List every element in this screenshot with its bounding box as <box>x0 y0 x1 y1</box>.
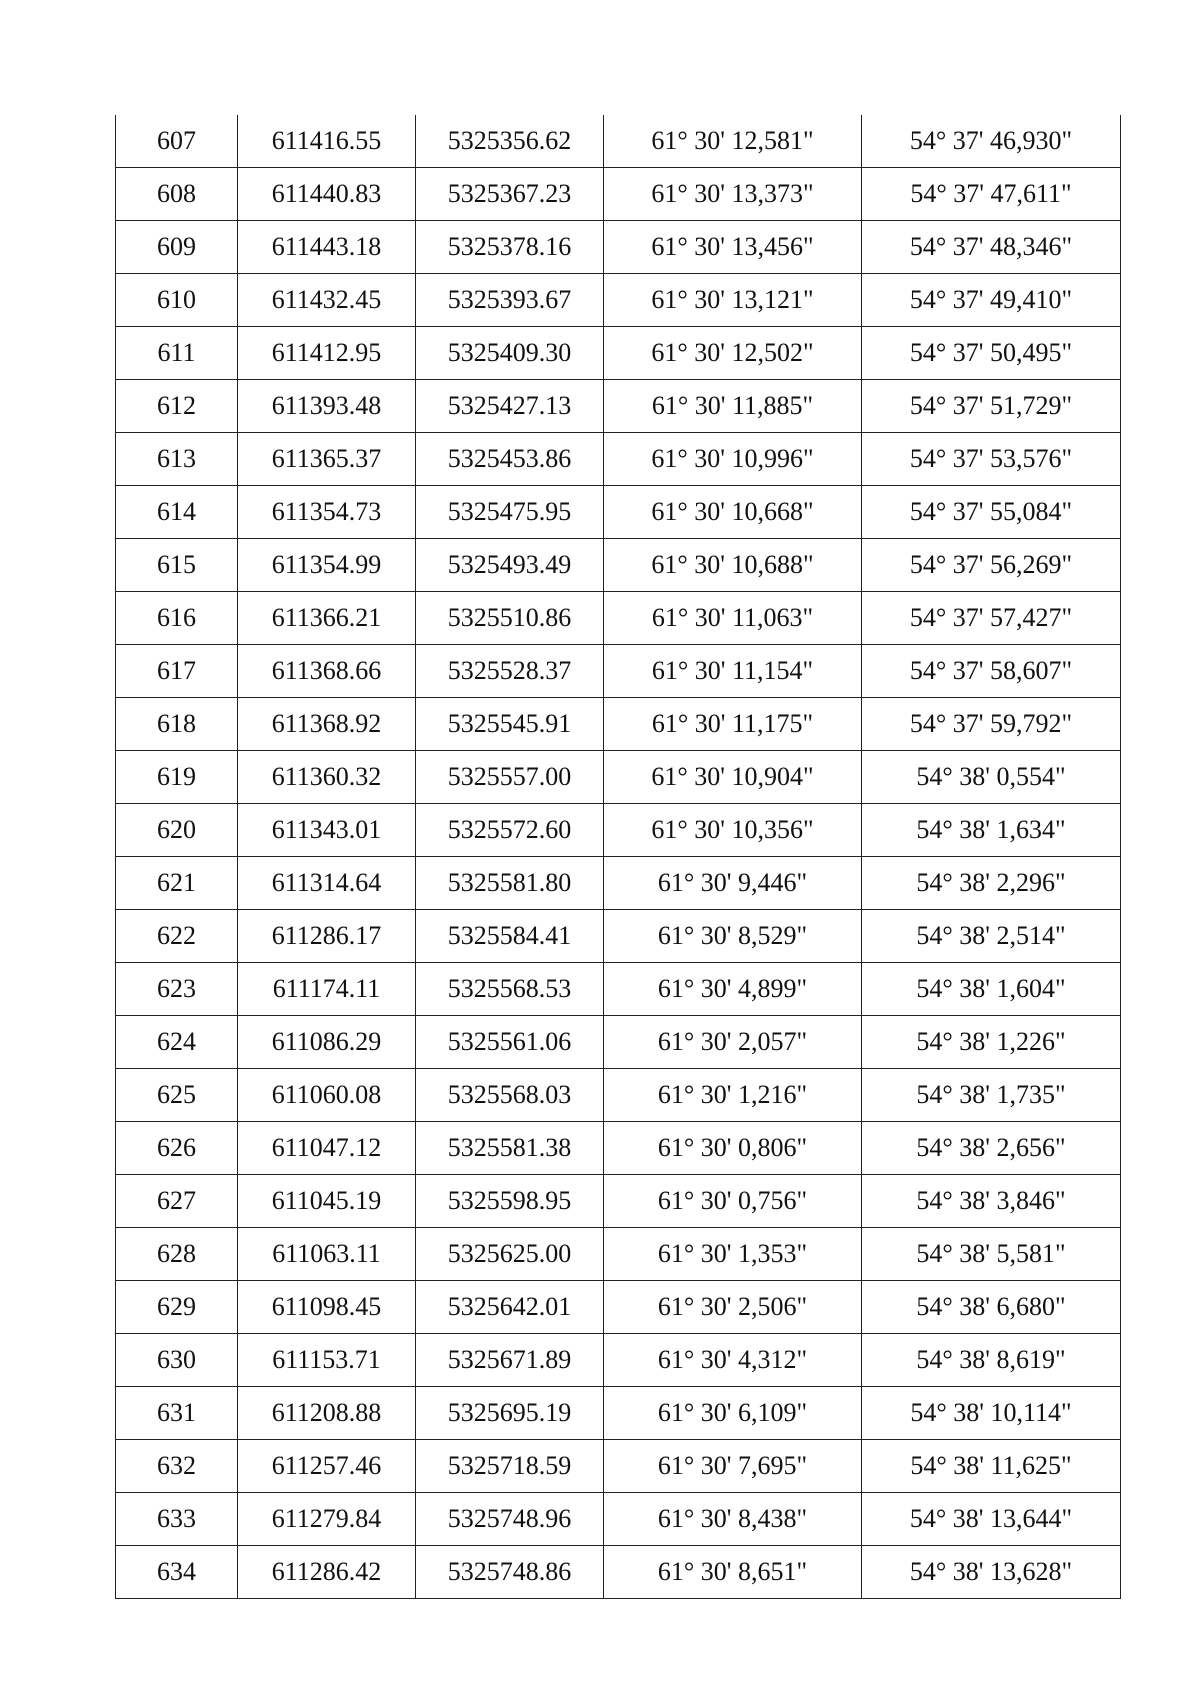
x-coordinate-cell: 611365.37 <box>238 433 416 486</box>
table-row <box>116 168 1121 221</box>
table-row <box>116 1387 1121 1440</box>
latitude-cell: 54° 38' 6,680" <box>862 1281 1121 1334</box>
latitude-cell: 54° 38' 10,114" <box>862 1387 1121 1440</box>
x-coordinate-cell: 611045.19 <box>238 1175 416 1228</box>
x-coordinate-cell: 611354.73 <box>238 486 416 539</box>
longitude-cell: 61° 30' 6,109" <box>604 1387 862 1440</box>
longitude-cell: 61° 30' 0,756" <box>604 1175 862 1228</box>
table-row <box>116 1440 1121 1493</box>
latitude-cell: 54° 38' 1,634" <box>862 804 1121 857</box>
y-coordinate-cell: 5325598.95 <box>416 1175 604 1228</box>
table-row <box>116 910 1121 963</box>
table-row <box>116 698 1121 751</box>
table-row <box>116 1175 1121 1228</box>
x-coordinate-cell: 611440.83 <box>238 168 416 221</box>
table-row <box>116 433 1121 486</box>
latitude-cell: 54° 38' 1,226" <box>862 1016 1121 1069</box>
y-coordinate-cell: 5325748.96 <box>416 1493 604 1546</box>
table-row <box>116 327 1121 380</box>
latitude-cell: 54° 38' 1,604" <box>862 963 1121 1016</box>
x-coordinate-cell: 611063.11 <box>238 1228 416 1281</box>
longitude-cell: 61° 30' 8,438" <box>604 1493 862 1546</box>
table-row <box>116 963 1121 1016</box>
latitude-cell: 54° 37' 47,611" <box>862 168 1121 221</box>
longitude-cell: 61° 30' 11,063" <box>604 592 862 645</box>
latitude-cell: 54° 37' 56,269" <box>862 539 1121 592</box>
point-number-cell: 608 <box>116 168 238 221</box>
point-number-cell: 617 <box>116 645 238 698</box>
table-row <box>116 221 1121 274</box>
y-coordinate-cell: 5325510.86 <box>416 592 604 645</box>
table-row <box>116 486 1121 539</box>
longitude-cell: 61° 30' 11,154" <box>604 645 862 698</box>
latitude-cell: 54° 38' 5,581" <box>862 1228 1121 1281</box>
longitude-cell: 61° 30' 11,885" <box>604 380 862 433</box>
longitude-cell: 61° 30' 4,312" <box>604 1334 862 1387</box>
x-coordinate-cell: 611286.42 <box>238 1546 416 1599</box>
x-coordinate-cell: 611047.12 <box>238 1122 416 1175</box>
table-row <box>116 539 1121 592</box>
latitude-cell: 54° 38' 3,846" <box>862 1175 1121 1228</box>
y-coordinate-cell: 5325545.91 <box>416 698 604 751</box>
y-coordinate-cell: 5325493.49 <box>416 539 604 592</box>
table-row <box>116 1493 1121 1546</box>
coordinates-table-body <box>116 115 1121 1599</box>
longitude-cell: 61° 30' 1,353" <box>604 1228 862 1281</box>
table-row <box>116 274 1121 327</box>
y-coordinate-cell: 5325718.59 <box>416 1440 604 1493</box>
y-coordinate-cell: 5325475.95 <box>416 486 604 539</box>
point-number-cell: 621 <box>116 857 238 910</box>
y-coordinate-cell: 5325393.67 <box>416 274 604 327</box>
latitude-cell: 54° 37' 57,427" <box>862 592 1121 645</box>
latitude-cell: 54° 38' 1,735" <box>862 1069 1121 1122</box>
x-coordinate-cell: 611279.84 <box>238 1493 416 1546</box>
table-row <box>116 1334 1121 1387</box>
x-coordinate-cell: 611098.45 <box>238 1281 416 1334</box>
longitude-cell: 61° 30' 10,904" <box>604 751 862 804</box>
table-row <box>116 380 1121 433</box>
point-number-cell: 620 <box>116 804 238 857</box>
latitude-cell: 54° 37' 53,576" <box>862 433 1121 486</box>
point-number-cell: 615 <box>116 539 238 592</box>
latitude-cell: 54° 38' 8,619" <box>862 1334 1121 1387</box>
y-coordinate-cell: 5325581.38 <box>416 1122 604 1175</box>
point-number-cell: 632 <box>116 1440 238 1493</box>
x-coordinate-cell: 611416.55 <box>238 115 416 168</box>
longitude-cell: 61° 30' 10,356" <box>604 804 862 857</box>
table-row <box>116 804 1121 857</box>
y-coordinate-cell: 5325367.23 <box>416 168 604 221</box>
point-number-cell: 613 <box>116 433 238 486</box>
y-coordinate-cell: 5325378.16 <box>416 221 604 274</box>
latitude-cell: 54° 38' 11,625" <box>862 1440 1121 1493</box>
latitude-cell: 54° 37' 50,495" <box>862 327 1121 380</box>
x-coordinate-cell: 611314.64 <box>238 857 416 910</box>
longitude-cell: 61° 30' 13,456" <box>604 221 862 274</box>
x-coordinate-cell: 611343.01 <box>238 804 416 857</box>
table-row <box>116 857 1121 910</box>
y-coordinate-cell: 5325584.41 <box>416 910 604 963</box>
table-row <box>116 592 1121 645</box>
point-number-cell: 618 <box>116 698 238 751</box>
table-row <box>116 115 1121 168</box>
table-row <box>116 1122 1121 1175</box>
y-coordinate-cell: 5325528.37 <box>416 645 604 698</box>
latitude-cell: 54° 37' 58,607" <box>862 645 1121 698</box>
y-coordinate-cell: 5325453.86 <box>416 433 604 486</box>
latitude-cell: 54° 38' 13,628" <box>862 1546 1121 1599</box>
table-row <box>116 1069 1121 1122</box>
y-coordinate-cell: 5325557.00 <box>416 751 604 804</box>
latitude-cell: 54° 38' 2,514" <box>862 910 1121 963</box>
y-coordinate-cell: 5325356.62 <box>416 115 604 168</box>
y-coordinate-cell: 5325409.30 <box>416 327 604 380</box>
x-coordinate-cell: 611368.66 <box>238 645 416 698</box>
longitude-cell: 61° 30' 12,581" <box>604 115 862 168</box>
longitude-cell: 61° 30' 4,899" <box>604 963 862 1016</box>
longitude-cell: 61° 30' 10,996" <box>604 433 862 486</box>
x-coordinate-cell: 611208.88 <box>238 1387 416 1440</box>
point-number-cell: 614 <box>116 486 238 539</box>
point-number-cell: 622 <box>116 910 238 963</box>
coordinates-table <box>115 115 1121 1599</box>
point-number-cell: 624 <box>116 1016 238 1069</box>
x-coordinate-cell: 611354.99 <box>238 539 416 592</box>
longitude-cell: 61° 30' 2,057" <box>604 1016 862 1069</box>
y-coordinate-cell: 5325642.01 <box>416 1281 604 1334</box>
point-number-cell: 631 <box>116 1387 238 1440</box>
point-number-cell: 630 <box>116 1334 238 1387</box>
table-row <box>116 1546 1121 1599</box>
x-coordinate-cell: 611443.18 <box>238 221 416 274</box>
point-number-cell: 625 <box>116 1069 238 1122</box>
y-coordinate-cell: 5325671.89 <box>416 1334 604 1387</box>
x-coordinate-cell: 611086.29 <box>238 1016 416 1069</box>
x-coordinate-cell: 611393.48 <box>238 380 416 433</box>
y-coordinate-cell: 5325568.53 <box>416 963 604 1016</box>
point-number-cell: 609 <box>116 221 238 274</box>
longitude-cell: 61° 30' 11,175" <box>604 698 862 751</box>
longitude-cell: 61° 30' 2,506" <box>604 1281 862 1334</box>
latitude-cell: 54° 37' 49,410" <box>862 274 1121 327</box>
latitude-cell: 54° 37' 48,346" <box>862 221 1121 274</box>
point-number-cell: 628 <box>116 1228 238 1281</box>
point-number-cell: 634 <box>116 1546 238 1599</box>
longitude-cell: 61° 30' 0,806" <box>604 1122 862 1175</box>
y-coordinate-cell: 5325748.86 <box>416 1546 604 1599</box>
table-row <box>116 1016 1121 1069</box>
x-coordinate-cell: 611366.21 <box>238 592 416 645</box>
longitude-cell: 61° 30' 8,651" <box>604 1546 862 1599</box>
longitude-cell: 61° 30' 13,121" <box>604 274 862 327</box>
x-coordinate-cell: 611174.11 <box>238 963 416 1016</box>
y-coordinate-cell: 5325581.80 <box>416 857 604 910</box>
longitude-cell: 61° 30' 7,695" <box>604 1440 862 1493</box>
point-number-cell: 611 <box>116 327 238 380</box>
y-coordinate-cell: 5325572.60 <box>416 804 604 857</box>
y-coordinate-cell: 5325427.13 <box>416 380 604 433</box>
point-number-cell: 612 <box>116 380 238 433</box>
longitude-cell: 61° 30' 10,688" <box>604 539 862 592</box>
latitude-cell: 54° 37' 46,930" <box>862 115 1121 168</box>
point-number-cell: 616 <box>116 592 238 645</box>
latitude-cell: 54° 37' 55,084" <box>862 486 1121 539</box>
longitude-cell: 61° 30' 9,446" <box>604 857 862 910</box>
latitude-cell: 54° 37' 59,792" <box>862 698 1121 751</box>
longitude-cell: 61° 30' 10,668" <box>604 486 862 539</box>
x-coordinate-cell: 611360.32 <box>238 751 416 804</box>
x-coordinate-cell: 611153.71 <box>238 1334 416 1387</box>
longitude-cell: 61° 30' 1,216" <box>604 1069 862 1122</box>
latitude-cell: 54° 37' 51,729" <box>862 380 1121 433</box>
point-number-cell: 610 <box>116 274 238 327</box>
x-coordinate-cell: 611412.95 <box>238 327 416 380</box>
point-number-cell: 626 <box>116 1122 238 1175</box>
table-row <box>116 1281 1121 1334</box>
point-number-cell: 623 <box>116 963 238 1016</box>
y-coordinate-cell: 5325625.00 <box>416 1228 604 1281</box>
latitude-cell: 54° 38' 0,554" <box>862 751 1121 804</box>
point-number-cell: 629 <box>116 1281 238 1334</box>
x-coordinate-cell: 611286.17 <box>238 910 416 963</box>
longitude-cell: 61° 30' 12,502" <box>604 327 862 380</box>
point-number-cell: 627 <box>116 1175 238 1228</box>
y-coordinate-cell: 5325695.19 <box>416 1387 604 1440</box>
y-coordinate-cell: 5325568.03 <box>416 1069 604 1122</box>
latitude-cell: 54° 38' 13,644" <box>862 1493 1121 1546</box>
y-coordinate-cell: 5325561.06 <box>416 1016 604 1069</box>
longitude-cell: 61° 30' 8,529" <box>604 910 862 963</box>
latitude-cell: 54° 38' 2,656" <box>862 1122 1121 1175</box>
point-number-cell: 619 <box>116 751 238 804</box>
x-coordinate-cell: 611257.46 <box>238 1440 416 1493</box>
table-row <box>116 645 1121 698</box>
point-number-cell: 607 <box>116 115 238 168</box>
latitude-cell: 54° 38' 2,296" <box>862 857 1121 910</box>
table-row <box>116 1228 1121 1281</box>
longitude-cell: 61° 30' 13,373" <box>604 168 862 221</box>
table-row <box>116 751 1121 804</box>
x-coordinate-cell: 611432.45 <box>238 274 416 327</box>
x-coordinate-cell: 611368.92 <box>238 698 416 751</box>
x-coordinate-cell: 611060.08 <box>238 1069 416 1122</box>
point-number-cell: 633 <box>116 1493 238 1546</box>
